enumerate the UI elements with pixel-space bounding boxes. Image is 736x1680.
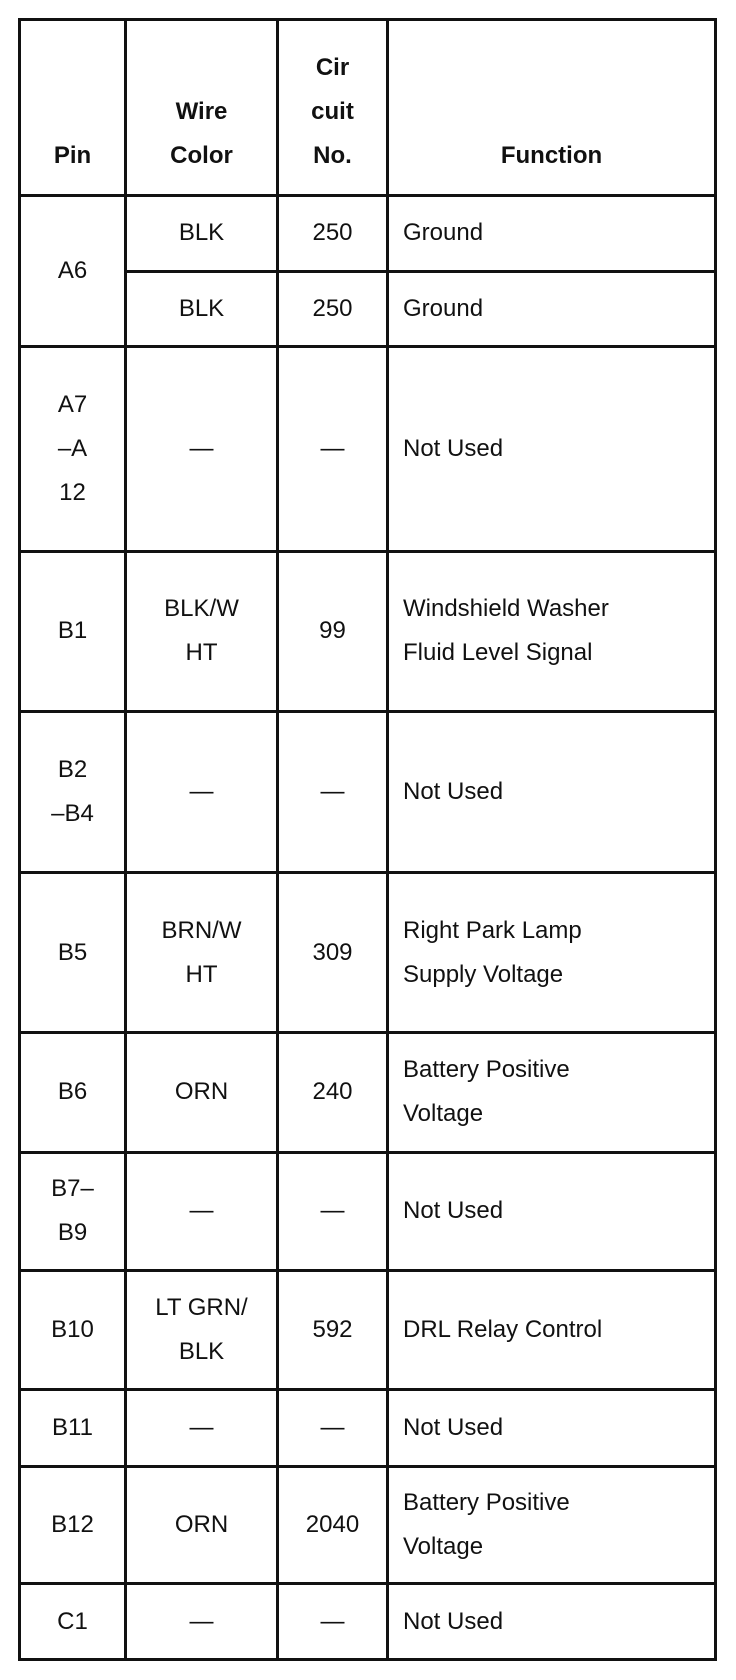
circuit-cell: — xyxy=(278,346,388,551)
function-cell: DRL Relay Control xyxy=(388,1271,716,1390)
table-row xyxy=(20,1271,716,1390)
header-pin: Pin xyxy=(20,20,126,196)
header-wire-color: Wire Color xyxy=(126,20,278,196)
circuit-cell: — xyxy=(278,711,388,872)
connector-pinout-table xyxy=(18,18,717,1661)
pin-cell: A6 xyxy=(20,196,126,347)
pin-cell: B2 –B4 xyxy=(20,711,126,872)
table-row xyxy=(20,196,716,272)
wire-color-cell: ORN xyxy=(126,1466,278,1583)
function-cell: Battery Positive Voltage xyxy=(388,1466,716,1583)
circuit-cell: 240 xyxy=(278,1033,388,1153)
circuit-cell: 99 xyxy=(278,551,388,711)
function-cell: Right Park Lamp Supply Voltage xyxy=(388,872,716,1032)
circuit-cell: 592 xyxy=(278,1271,388,1390)
header-function: Function xyxy=(388,20,716,196)
header-row xyxy=(20,20,716,196)
table-row xyxy=(20,1466,716,1583)
function-cell: Not Used xyxy=(388,1152,716,1271)
table-row xyxy=(20,1584,716,1660)
wire-color-cell: — xyxy=(126,346,278,551)
circuit-cell: 309 xyxy=(278,872,388,1032)
function-cell: Not Used xyxy=(388,1389,716,1466)
pin-cell: B11 xyxy=(20,1389,126,1466)
pin-cell: B12 xyxy=(20,1466,126,1583)
function-cell: Not Used xyxy=(388,711,716,872)
wire-color-cell: LT GRN/ BLK xyxy=(126,1271,278,1390)
circuit-cell: — xyxy=(278,1389,388,1466)
pin-cell: B10 xyxy=(20,1271,126,1390)
pin-cell: B6 xyxy=(20,1033,126,1153)
wire-color-cell: BRN/W HT xyxy=(126,872,278,1032)
table-row xyxy=(20,551,716,711)
function-cell: Windshield Washer Fluid Level Signal xyxy=(388,551,716,711)
pin-cell: C1 xyxy=(20,1584,126,1660)
table-row xyxy=(20,1033,716,1153)
pin-cell: A7 –A 12 xyxy=(20,346,126,551)
pin-cell: B5 xyxy=(20,872,126,1032)
circuit-cell: 250 xyxy=(278,196,388,272)
circuit-cell: — xyxy=(278,1152,388,1271)
table-row xyxy=(20,872,716,1032)
pin-cell: B1 xyxy=(20,551,126,711)
circuit-cell: 250 xyxy=(278,271,388,346)
pin-cell: B7– B9 xyxy=(20,1152,126,1271)
wire-color-cell: BLK xyxy=(126,271,278,346)
circuit-cell: — xyxy=(278,1584,388,1660)
function-cell: Ground xyxy=(388,271,716,346)
table-row xyxy=(20,711,716,872)
table-row xyxy=(20,346,716,551)
table-row xyxy=(20,1152,716,1271)
wire-color-cell: BLK xyxy=(126,196,278,272)
circuit-cell: 2040 xyxy=(278,1466,388,1583)
header-circuit-no: Cir cuit No. xyxy=(278,20,388,196)
function-cell: Not Used xyxy=(388,346,716,551)
wire-color-cell: BLK/W HT xyxy=(126,551,278,711)
wire-color-cell: ORN xyxy=(126,1033,278,1153)
function-cell: Battery Positive Voltage xyxy=(388,1033,716,1153)
wire-color-cell: — xyxy=(126,711,278,872)
wire-color-cell: — xyxy=(126,1152,278,1271)
wire-color-cell: — xyxy=(126,1584,278,1660)
table-row xyxy=(20,1389,716,1466)
wire-color-cell: — xyxy=(126,1389,278,1466)
function-cell: Ground xyxy=(388,196,716,272)
function-cell: Not Used xyxy=(388,1584,716,1660)
